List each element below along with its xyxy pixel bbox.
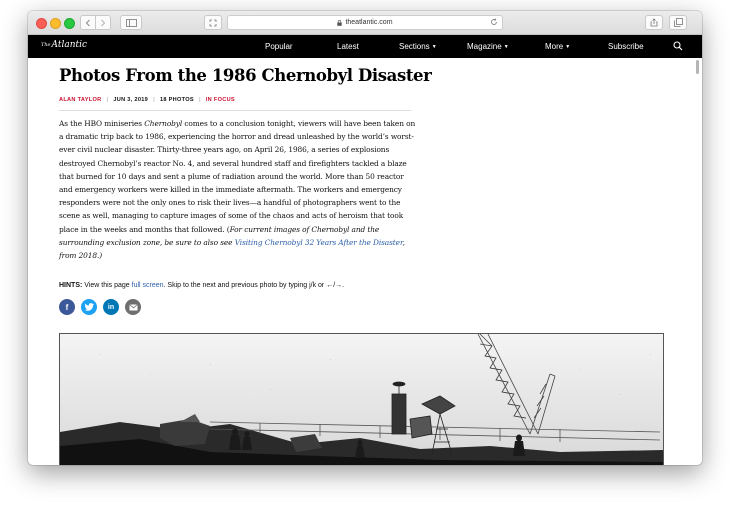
meta-divider: | xyxy=(198,97,201,103)
chevron-down-icon: ▼ xyxy=(503,44,509,50)
nav-label: Subscribe xyxy=(608,42,644,51)
site-logo[interactable] xyxy=(41,40,87,50)
sidebar-icon xyxy=(126,19,137,27)
related-article-link[interactable]: Visiting Chernobyl 32 Years After the Disaster xyxy=(234,237,403,247)
chevron-right-icon xyxy=(100,19,106,27)
nav-label: Sections xyxy=(399,42,430,51)
search-icon[interactable] xyxy=(673,41,683,53)
nav-item-sections[interactable] xyxy=(399,42,437,51)
browser-toolbar xyxy=(28,11,702,35)
nav-label: More xyxy=(545,42,564,51)
share-icon xyxy=(650,18,658,27)
publish-date: JUN 3, 2019 xyxy=(113,97,149,103)
meta-divider: | xyxy=(106,97,109,103)
chevron-down-icon: ▼ xyxy=(565,44,571,50)
lead-photo[interactable] xyxy=(59,333,664,465)
nav-item-latest[interactable] xyxy=(337,42,359,51)
nav-label: Magazine xyxy=(467,42,502,51)
article-body xyxy=(59,117,417,262)
article-meta xyxy=(59,97,235,103)
expand-icon xyxy=(209,19,217,27)
chevron-left-icon xyxy=(85,19,91,27)
author-link[interactable]: ALAN TAYLOR xyxy=(59,97,102,103)
nav-item-subscribe[interactable] xyxy=(608,42,644,51)
facebook-glyph: f xyxy=(65,302,69,312)
body-text-italic: , from 2018.) xyxy=(59,237,405,261)
photo-count: 18 PHOTOS xyxy=(159,97,194,103)
section-link[interactable]: IN FOCUS xyxy=(205,97,235,103)
social-share-bar xyxy=(59,299,141,315)
body-text-segment: comes to a conclusion tonight, viewers will have been taken on a dramatic trip back to 1986, experiencing the horror and dread unleashed by the world’s worst-ever civil nuclear disaster. Thirty-three years ago, on April 26, 1986, a series of explosions destroyed Chernobyl’s reactor No. 4, and several hundred staff and firefighters tackled a blaze that burned for 10 days and sent a plume of radiation around the world. More than 50 reactor and emergency workers were killed in the immediate aftermath. The workers and emergency responders were not the only ones to risk their lives—a handful of photographers went to the scene as well, managing to capture images of some of the chaos and acts of heroism that took place in the weeks and months that followed. ( xyxy=(59,119,416,234)
twitter-icon[interactable] xyxy=(81,299,97,315)
facebook-icon[interactable] xyxy=(59,299,75,315)
tabs-overview-button[interactable] xyxy=(669,15,687,30)
forward-button[interactable] xyxy=(95,15,111,30)
divider xyxy=(59,110,411,111)
nav-item-more[interactable] xyxy=(545,42,570,51)
zoom-window-button[interactable] xyxy=(64,18,75,29)
reader-toggle-button[interactable] xyxy=(204,15,222,30)
hints-text: View this page xyxy=(82,282,132,289)
back-button[interactable] xyxy=(80,15,96,30)
hints-label: HINTS: xyxy=(59,282,83,289)
address-bar[interactable] xyxy=(227,15,503,30)
url-text: theatlantic.com xyxy=(345,19,393,26)
nav-label: Popular xyxy=(265,42,293,51)
chevron-down-icon: ▼ xyxy=(431,44,437,50)
minimize-window-button[interactable] xyxy=(50,18,61,29)
nav-label: Latest xyxy=(337,42,359,51)
browser-window xyxy=(28,11,702,465)
page-scrollbar[interactable] xyxy=(696,60,699,74)
body-text-italic: For current images of Chernobyl and the surrounding exclusion zone, be sure to also see xyxy=(59,224,380,247)
body-text-segment: As the HBO miniseries xyxy=(59,119,145,128)
reload-icon[interactable] xyxy=(490,18,498,28)
linkedin-glyph: in xyxy=(107,303,115,311)
site-nav xyxy=(28,35,702,58)
email-icon[interactable] xyxy=(125,299,141,315)
logo-wordmark: Atlantic xyxy=(51,40,88,50)
nav-item-magazine[interactable] xyxy=(467,42,509,51)
close-window-button[interactable] xyxy=(36,18,47,29)
share-button[interactable] xyxy=(645,15,663,30)
article-title: Photos From the 1986 Chernobyl Disaster xyxy=(59,66,432,85)
nav-item-popular[interactable] xyxy=(265,42,293,51)
full-screen-link[interactable]: full screen xyxy=(131,282,164,289)
logo-prefix: The xyxy=(41,42,51,48)
hints-line xyxy=(59,282,344,289)
hints-text: . Skip to the next and previous photo by typing j/k or ←/→. xyxy=(163,282,345,289)
linkedin-icon[interactable] xyxy=(103,299,119,315)
body-text-italic: Chernobyl xyxy=(144,119,183,128)
lock-icon xyxy=(337,20,342,26)
meta-divider: | xyxy=(153,97,155,103)
tabs-icon xyxy=(674,18,683,27)
sidebar-toggle-button[interactable] xyxy=(120,15,142,30)
